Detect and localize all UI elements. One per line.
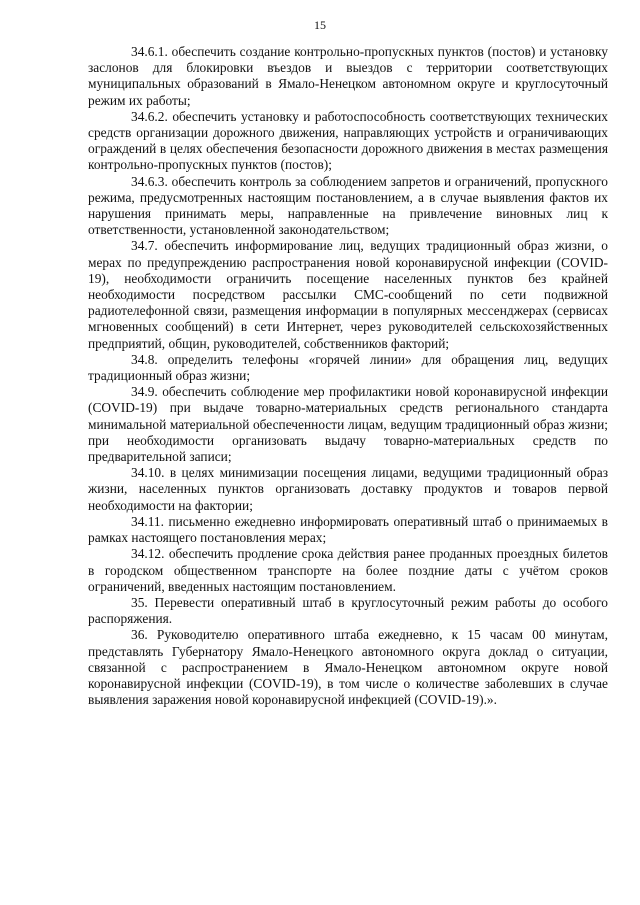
paragraph-34-9: 34.9. обеспечить соблюдение мер профилактики новой коронавирусной инфекции (COVID-19) при выдаче товарно-материальных средств регионального стандарта минимальной материальной обеспеченности лицам, ведущим традиционный образ жизни; при необходимости организовать выдачу товарно-материальных средств по предварительной записи; xyxy=(88,384,608,465)
document-body xyxy=(88,44,608,708)
paragraph-34-6-2: 34.6.2. обеспечить установку и работоспособность соответствующих технических средств организации дорожного движения, направляющих устройств и ограничивающих ограждений в целях обеспечения безопасности дорожного движения в местах размещения контрольно-пропускных пунктов (постов); xyxy=(88,108,608,173)
paragraph-34-7: 34.7. обеспечить информирование лиц, ведущих традиционный образ жизни, о мерах по предупреждению распространения новой коронавирусной инфекции (COVID-19), необходимости ограничить посещение населенных пунктов без крайней необходимости посредством рассылки СМС-сообщений по сети подвижной радиотелефонной связи, размещения информации в популярных мессенджерах (сервисах мгновенных сообщений) в сети Интернет, через руководителей сельскохозяйственных предприятий, общин, руководителей, собственников факторий; xyxy=(88,238,608,351)
paragraph-34-6-1: 34.6.1. обеспечить создание контрольно-пропускных пунктов (постов) и установку заслонов для блокировки въездов и выездов с территории соответствующих муниципальных образований в Ямало-Ненецком автономном округе и круглосуточный режим их работы; xyxy=(88,44,608,108)
paragraph-36: 36. Руководителю оперативного штаба ежедневно, к 15 часам 00 минутам, представлять Губернатору Ямало-Ненецкого автономного округа доклад о ситуации, связанной с распространением в Ямало-Ненецком автономном округе новой коронавирусной инфекции (COVID-19), в том числе о количестве заболевших в случае выявления заражения новой коронавирусной инфекцией (COVID-19).». xyxy=(88,627,608,708)
paragraph-34-11: 34.11. письменно ежедневно информировать оперативный штаб о принимаемых в рамках настоящего постановления мерах; xyxy=(88,513,608,546)
paragraph-34-10: 34.10. в целях минимизации посещения лицами, ведущими традиционный образ жизни, населенных пунктов организовать доставку продуктов и товаров первой необходимости на фактории; xyxy=(88,465,608,513)
page-number: 15 xyxy=(314,18,326,32)
paragraph-34-6-3: 34.6.3. обеспечить контроль за соблюдением запретов и ограничений, пропускного режима, предусмотренных настоящим постановлением, а в случае выявления фактов их нарушения принимать меры, направленные на привлечение виновных лиц к ответственности, установленной законодательством; xyxy=(88,173,608,238)
paragraph-34-12: 34.12. обеспечить продление срока действия ранее проданных проездных билетов в городском общественном транспорте на более поздние даты с учётом сроков ограничений, введенных настоящим постановлением. xyxy=(88,546,608,594)
paragraph-35: 35. Перевести оперативный штаб в круглосуточный режим работы до особого распоряжения. xyxy=(88,594,608,627)
paragraph-34-8: 34.8. определить телефоны «горячей линии» для обращения лиц, ведущих традиционный образ жизни; xyxy=(88,351,608,384)
